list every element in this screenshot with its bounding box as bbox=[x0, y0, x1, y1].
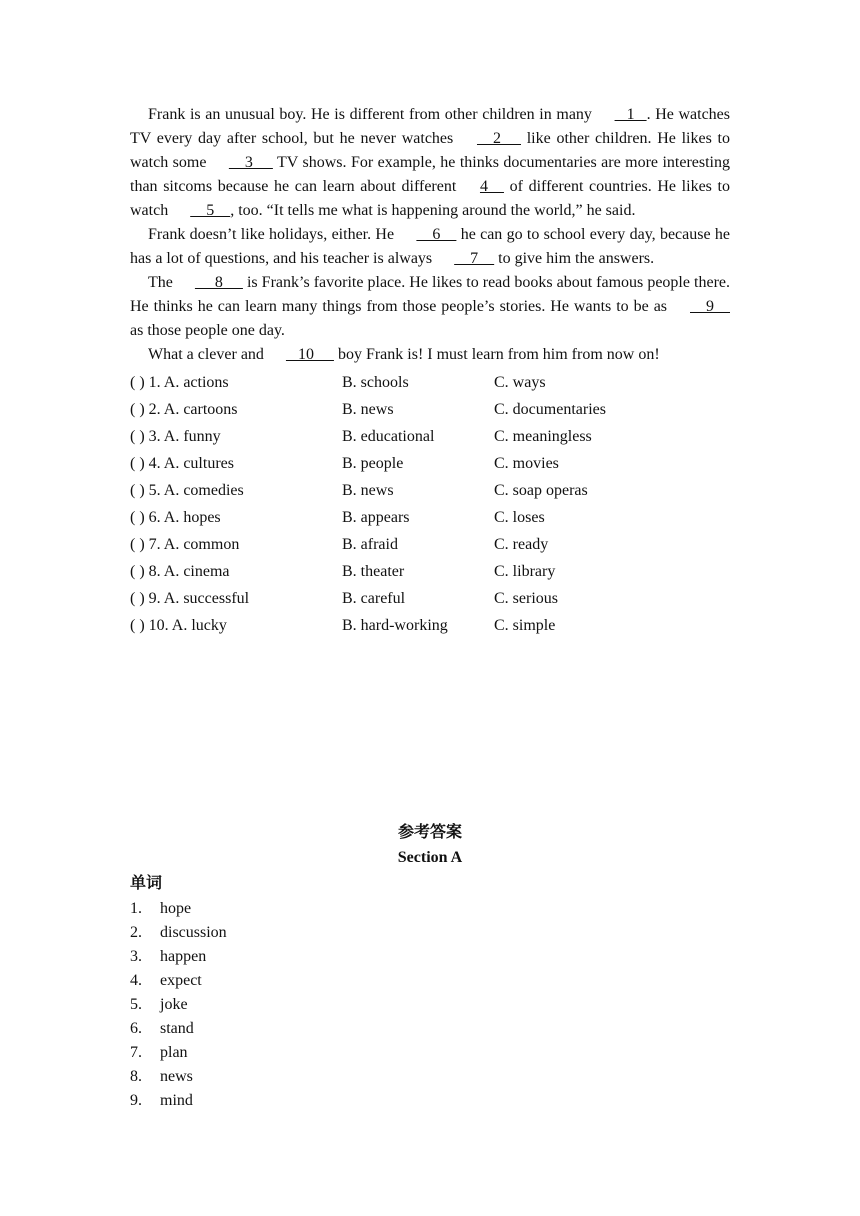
option-c: C. library bbox=[494, 563, 556, 580]
vocab-number: 4. bbox=[130, 972, 142, 989]
passage-paragraph bbox=[130, 343, 730, 367]
vocab-number: 8. bbox=[130, 1068, 142, 1085]
option-c: C. meaningless bbox=[494, 428, 592, 445]
question-stem: ( ) 2. A. cartoons bbox=[130, 401, 238, 418]
question-row bbox=[130, 396, 730, 423]
cloze-passage bbox=[130, 103, 730, 367]
answer-blank: 2 bbox=[476, 130, 521, 147]
answer-blank: 6 bbox=[416, 226, 457, 243]
answer-blank: 5 bbox=[190, 202, 231, 219]
vocab-number: 2. bbox=[130, 924, 142, 941]
passage-text: he can go to school every day, because he has a lot of questions, and his teacher is always bbox=[130, 226, 730, 267]
vocab-item bbox=[130, 969, 227, 993]
vocab-item bbox=[130, 897, 227, 921]
option-b: B. news bbox=[342, 482, 394, 499]
option-c: C. simple bbox=[494, 617, 556, 634]
question-row bbox=[130, 369, 730, 396]
passage-text: is Frank’s favorite place. He likes to read books about famous people there. He thinks he can learn many things from those people’s stories. He wants to be as bbox=[130, 274, 730, 315]
question-stem: ( ) 3. A. funny bbox=[130, 428, 221, 445]
vocab-number: 9. bbox=[130, 1092, 142, 1109]
answer-blank: 3 bbox=[228, 154, 273, 171]
answer-blank: 7 bbox=[454, 250, 495, 267]
question-stem: ( ) 9. A. successful bbox=[130, 590, 250, 607]
question-stem: ( ) 5. A. comedies bbox=[130, 482, 244, 499]
option-b: B. careful bbox=[342, 590, 406, 607]
vocab-word: hope bbox=[160, 900, 192, 917]
question-stem: ( ) 4. A. cultures bbox=[130, 455, 234, 472]
passage-paragraph bbox=[130, 103, 730, 223]
option-c: C. loses bbox=[494, 509, 545, 526]
passage-paragraph bbox=[130, 271, 730, 343]
vocab-item bbox=[130, 1089, 227, 1113]
document-page bbox=[130, 103, 730, 639]
answer-blank: 9 bbox=[690, 298, 730, 315]
option-c: C. soap operas bbox=[494, 482, 588, 499]
question-stem: ( ) 7. A. common bbox=[130, 536, 240, 553]
passage-paragraph bbox=[130, 223, 730, 271]
vocab-word: expect bbox=[160, 972, 202, 989]
passage-text: boy Frank is! I must learn from him from now on! bbox=[333, 346, 660, 363]
section-title: Section A bbox=[397, 849, 463, 866]
passage-text: Frank doesn’t like holidays, either. He bbox=[148, 226, 399, 243]
passage-text: of different countries. He likes to watch bbox=[130, 178, 731, 219]
vocab-item bbox=[130, 945, 227, 969]
option-c: C. ready bbox=[494, 536, 549, 553]
option-c: C. documentaries bbox=[494, 401, 606, 418]
answer-blank: 10 bbox=[285, 346, 334, 363]
vocab-item bbox=[130, 1041, 227, 1065]
passage-text: like other children. He likes to watch some bbox=[130, 130, 731, 171]
option-b: B. appears bbox=[342, 509, 410, 526]
option-b: B. theater bbox=[342, 563, 405, 580]
answer-blank: 4 bbox=[479, 178, 504, 195]
option-b: B. schools bbox=[342, 374, 409, 391]
question-stem: ( ) 10. A. lucky bbox=[130, 617, 227, 634]
passage-text: as those people one day. bbox=[130, 322, 285, 339]
answer-blank: 8 bbox=[194, 274, 243, 291]
option-c: C. movies bbox=[494, 455, 559, 472]
vocab-number: 1. bbox=[130, 900, 142, 917]
vocab-word: happen bbox=[160, 948, 207, 965]
question-row bbox=[130, 450, 730, 477]
vocab-word: joke bbox=[160, 996, 188, 1013]
question-row bbox=[130, 504, 730, 531]
vocab-word: plan bbox=[160, 1044, 188, 1061]
passage-text: What a clever and bbox=[148, 346, 268, 363]
option-b: B. hard-working bbox=[342, 617, 448, 634]
passage-text: to give him the answers. bbox=[494, 250, 655, 267]
vocab-number: 5. bbox=[130, 996, 142, 1013]
vocab-item bbox=[130, 921, 227, 945]
question-row bbox=[130, 477, 730, 504]
vocab-item bbox=[130, 1065, 227, 1089]
question-stem: ( ) 8. A. cinema bbox=[130, 563, 230, 580]
vocab-item bbox=[130, 993, 227, 1017]
vocab-list bbox=[130, 897, 227, 1113]
question-stem: ( ) 6. A. hopes bbox=[130, 509, 221, 526]
question-row bbox=[130, 423, 730, 450]
vocab-number: 6. bbox=[130, 1020, 142, 1037]
option-b: B. news bbox=[342, 401, 394, 418]
vocab-number: 3. bbox=[130, 948, 142, 965]
question-row bbox=[130, 531, 730, 558]
passage-text: . He watches TV every day after school, but he never watches bbox=[130, 106, 731, 147]
answer-blank: 1 bbox=[614, 106, 647, 123]
option-c: C. ways bbox=[494, 374, 546, 391]
passage-text: , too. “It tells me what is happening around the world,” he said. bbox=[230, 202, 636, 219]
vocab-word: mind bbox=[160, 1092, 193, 1109]
vocab-word: stand bbox=[160, 1020, 194, 1037]
question-list bbox=[130, 369, 730, 639]
option-c: C. serious bbox=[494, 590, 558, 607]
question-stem: ( ) 1. A. actions bbox=[130, 374, 229, 391]
passage-text: TV shows. For example, he thinks documentaries are more interesting than sitcoms because he can learn about different bbox=[130, 154, 730, 195]
question-row bbox=[130, 558, 730, 585]
answers-title: 参考答案 bbox=[397, 822, 462, 841]
passage-text: Frank is an unusual boy. He is different from other children in many bbox=[148, 106, 597, 123]
question-row bbox=[130, 612, 730, 639]
option-b: B. people bbox=[342, 455, 404, 472]
vocab-heading: 单词 bbox=[130, 873, 163, 892]
question-row bbox=[130, 585, 730, 612]
vocab-number: 7. bbox=[130, 1044, 142, 1061]
option-b: B. afraid bbox=[342, 536, 398, 553]
option-b: B. educational bbox=[342, 428, 435, 445]
vocab-word: news bbox=[160, 1068, 193, 1085]
passage-text: The bbox=[148, 274, 177, 291]
vocab-item bbox=[130, 1017, 227, 1041]
vocab-word: discussion bbox=[160, 924, 227, 941]
